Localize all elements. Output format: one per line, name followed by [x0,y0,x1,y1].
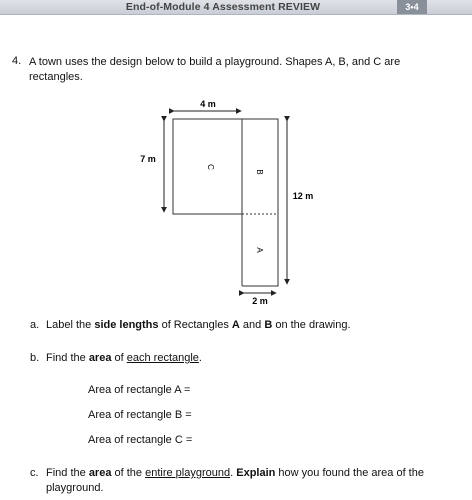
part-b-label: b. [30,352,40,364]
shape-b-label: B [255,169,264,175]
shape-a-label: A [255,247,264,253]
part-c-text-line2: playground. [46,482,104,494]
left-dimension-label: 7 m [140,154,156,164]
area-rectangle-a: Area of rectangle A = [88,384,191,396]
module-badge: 3•4 [397,0,427,14]
area-rectangle-b: Area of rectangle B = [88,409,192,421]
question-text-line2: rectangles. [29,71,83,83]
area-rectangle-c: Area of rectangle C = [88,434,193,446]
part-b-text: Find the area of each rectangle. [46,352,202,364]
right-dimension-label: 12 m [292,191,314,201]
rectangle-a-b-outline [242,119,278,286]
part-a-label: a. [30,319,40,331]
top-dimension-label: 4 m [200,99,216,109]
question-text-line1: A town uses the design below to build a playground. Shapes A, B, and C are [29,56,401,68]
part-a-text: Label the side lengths of Rectangles A and B on the drawing. [46,319,351,331]
question-number: 4. [12,55,22,67]
shape-c-label: C [206,164,215,170]
part-c-text: Find the area of the entire playground. Explain how you found the area of the playground. [46,467,424,494]
header-title: End-of-Module 4 Assessment REVIEW [125,1,321,13]
part-c-label: c. [30,467,39,479]
bottom-dimension-label: 2 m [252,296,268,306]
